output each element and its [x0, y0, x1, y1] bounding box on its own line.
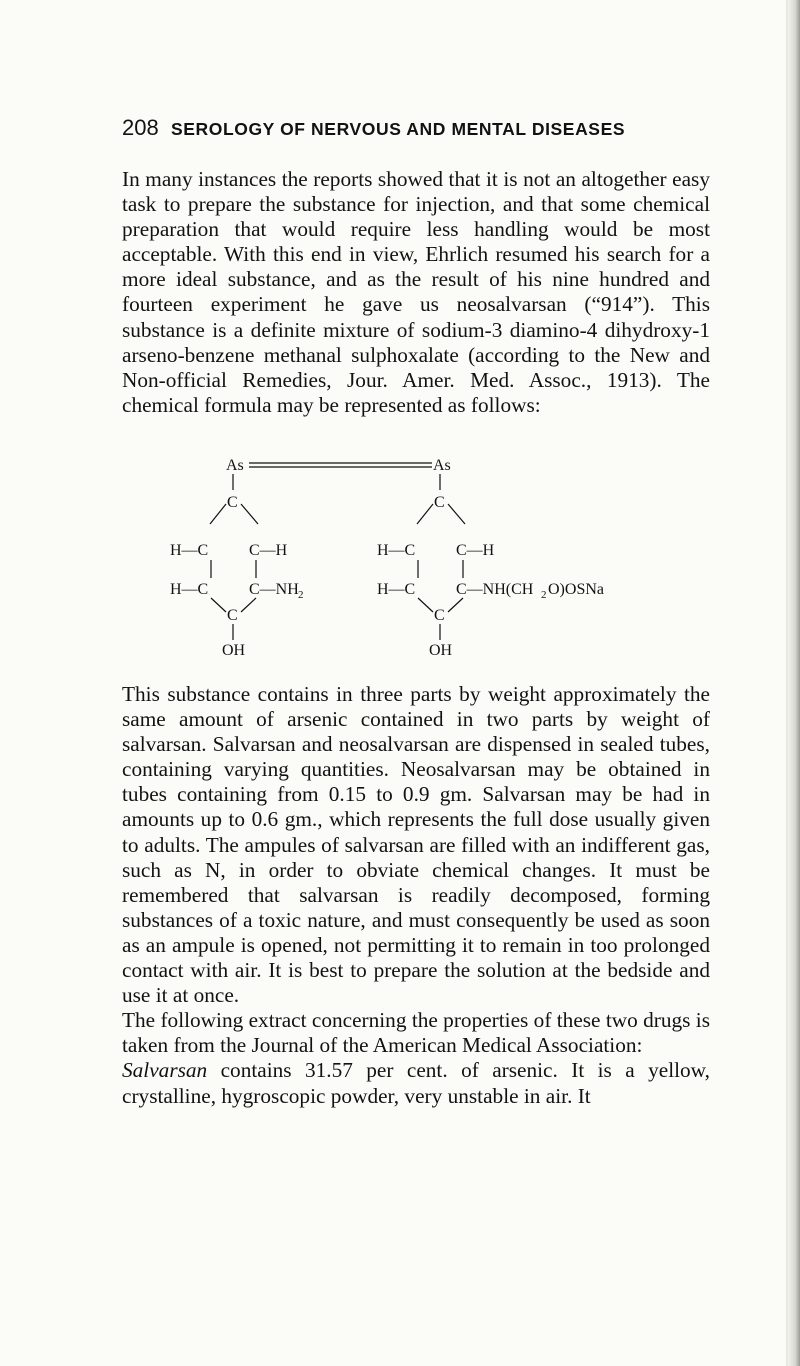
- formula-c-top-right: C: [434, 494, 445, 511]
- formula-c-bottom-right: C: [434, 607, 445, 624]
- formula-row1-right-a: H—C: [377, 542, 416, 559]
- formula-row1-left-a: H—C: [170, 542, 209, 559]
- formula-row2-right-b: C—NH(CH: [456, 581, 534, 598]
- formula-row2-right-a: H—C: [377, 581, 416, 598]
- formula-bond-diag-br2: [448, 598, 463, 612]
- formula-c-bottom-left: C: [227, 607, 238, 624]
- paragraph-block-2: [122, 682, 710, 1109]
- salvarsan-description: contains 31.57 per cent. of arsenic. It is a yellow, crystalline, hygroscopic powder, very unstable in air. It: [122, 1058, 710, 1108]
- formula-bond-diag-tr: [241, 504, 258, 524]
- formula-c-top-left: C: [227, 494, 238, 511]
- paragraph-salvarsan-properties: [122, 1058, 710, 1108]
- formula-bond-diag-bl2: [418, 598, 433, 612]
- formula-row2-left-a: H—C: [170, 581, 209, 598]
- formula-as-left: As: [226, 457, 244, 474]
- formula-row1-right-b: C—H: [456, 542, 495, 559]
- formula-oh-left: OH: [222, 642, 246, 659]
- formula-bond-diag-tl: [210, 504, 226, 524]
- formula-row2-right-tail: O)OSNa: [548, 581, 604, 598]
- formula-row2-left-sub: 2: [298, 589, 304, 601]
- formula-as-right: As: [433, 457, 451, 474]
- running-head-title: SEROLOGY OF NERVOUS AND MENTAL DISEASES: [170, 119, 626, 139]
- paragraph-intro: In many instances the reports showed that it is not an altogether easy task to prepare the substance for injection, and that some chemical preparation that would require less handling would be most acceptable. With this end in view, Ehrlich resumed his search for a more ideal substance, and as the result of his nine hundred and fourteen experiment he gave us neosalvarsan (“914”). This substance is a definite mixture of sodium-3 diamino-4 dihydroxy-1 arseno-benzene methanal sulphoxalate (according to the New and Non-official Remedies, Jour. Amer. Med. Assoc., 1913). The chemical formula may be represented as follows:: [122, 167, 710, 417]
- paragraph-arsenic-content: This substance contains in three parts by weight approximately the same amount of arsenic contained in two parts by weight of salvarsan. Salvarsan and neosalvarsan are dispensed in sealed tubes, containing varying quantities. Neosalvarsan may be obtained in tubes containing from 0.15 to 0.9 gm. Salvarsan may be had in amounts up to 0.6 gm., which represents the full dose usually given to adults. The ampules of salvarsan are filled with an indifferent gas, such as N, in order to obviate chemical changes. It must be remembered that salvarsan is readily decomposed, forming substances of a toxic nature, and must consequently be used as soon as an ampule is opened, not permitting it to remain in too prolonged contact with air. It is best to prepare the solution at the bedside and use it at once.: [122, 682, 710, 1008]
- formula-bond-diag-tl2: [417, 504, 433, 524]
- formula-oh-right: OH: [429, 642, 453, 659]
- formula-row2-left-b: C—NH: [249, 581, 299, 598]
- formula-bond-diag-tr2: [448, 504, 465, 524]
- formula-bond-diag-br: [241, 598, 256, 612]
- salvarsan-term: Salvarsan: [122, 1058, 208, 1083]
- formula-bond-diag-bl: [211, 598, 226, 612]
- formula-row2-right-sub: 2: [541, 589, 547, 601]
- formula-row1-left-b: C—H: [249, 542, 288, 559]
- paragraph-extract-intro: The following extract concerning the properties of these two drugs is taken from the Journal of the American Medical Association:: [122, 1008, 710, 1058]
- page-number: 208: [122, 115, 159, 140]
